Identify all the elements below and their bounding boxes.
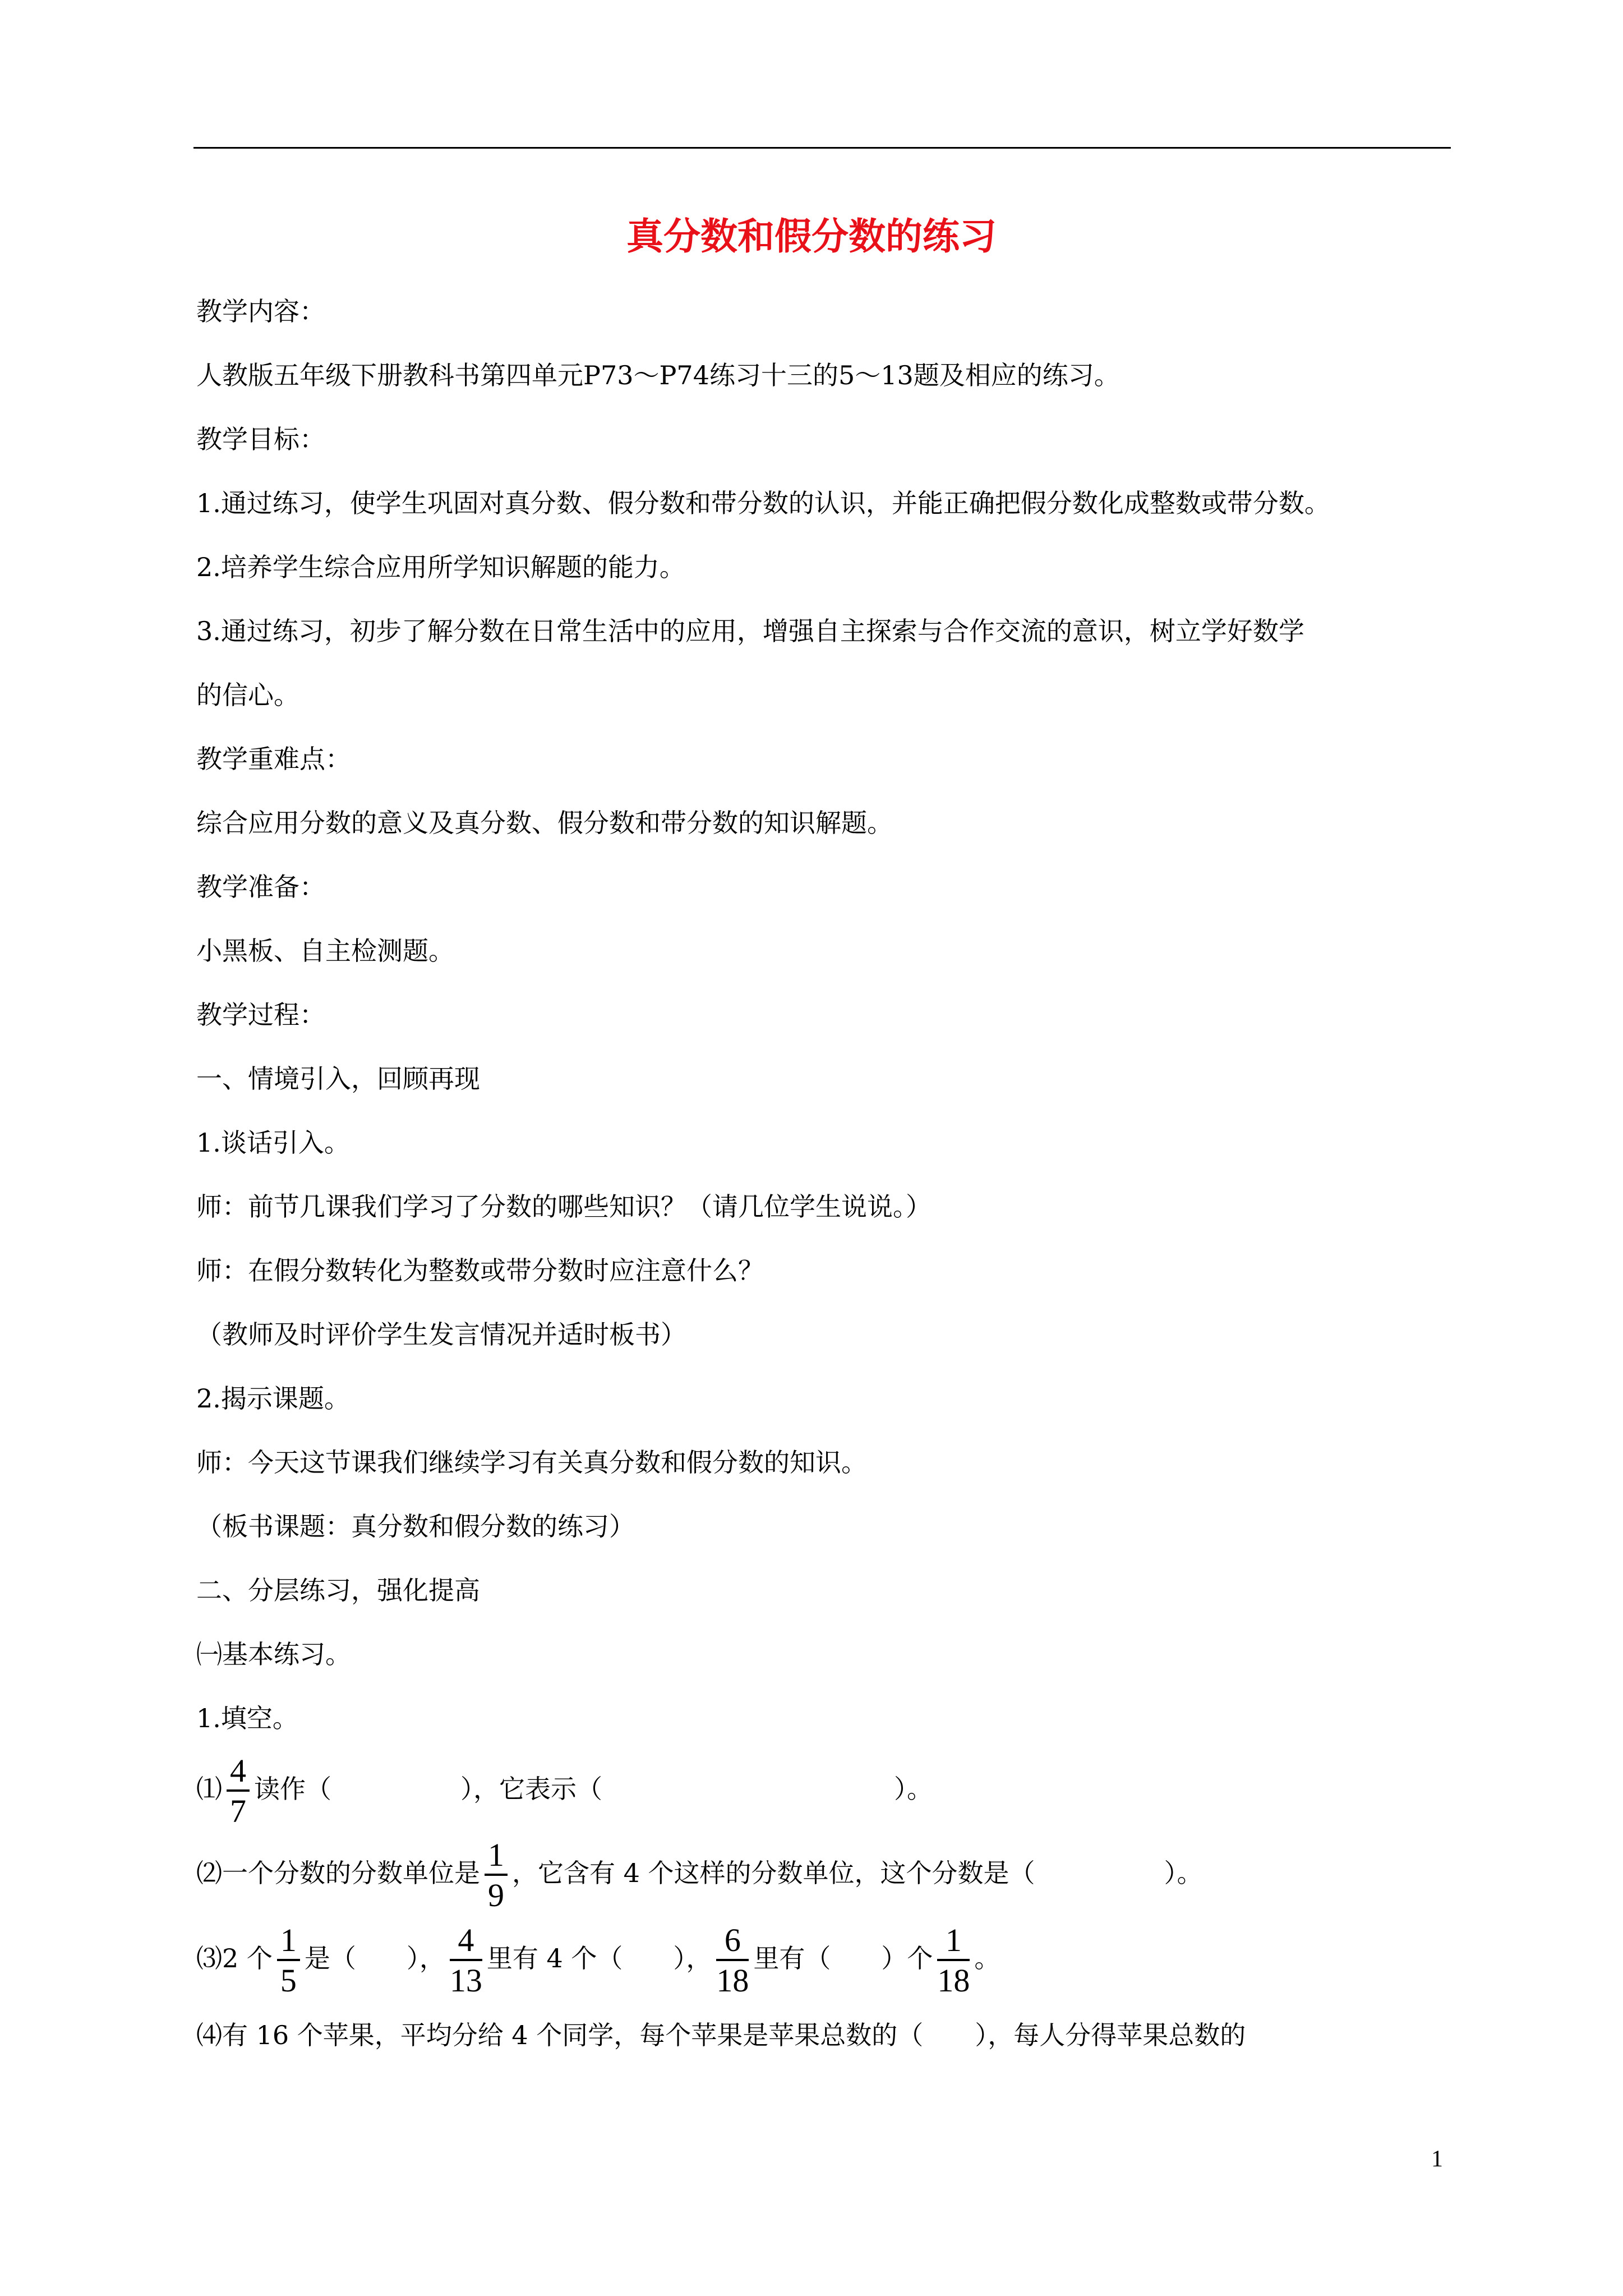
question-1 bbox=[196, 1752, 933, 1829]
fraction bbox=[937, 1924, 970, 1997]
text-line: 3.通过练习，初步了解分数在日常生活中的应用，增强自主探索与合作交流的意识，树立学好数学 bbox=[196, 616, 1304, 646]
fraction bbox=[450, 1924, 482, 1997]
text-line: 师：前节几课我们学习了分数的哪些知识？（请几位学生说说。） bbox=[196, 1191, 932, 1222]
question-text: ）。 bbox=[1164, 1858, 1203, 1888]
question-text: ）个 bbox=[881, 1943, 933, 1973]
denominator: 7 bbox=[230, 1793, 246, 1829]
question-text: ，它含有 4 个这样的分数单位，这个分数是（ bbox=[512, 1858, 1035, 1888]
fraction bbox=[716, 1924, 749, 1997]
text-line: 2.培养学生综合应用所学知识解题的能力。 bbox=[196, 552, 685, 582]
question-text: ）。 bbox=[894, 1774, 933, 1804]
text-line: 教学内容： bbox=[196, 296, 325, 326]
numerator: 1 bbox=[937, 1924, 970, 1961]
question-text: 里有（ bbox=[753, 1943, 831, 1973]
denominator: 5 bbox=[280, 1962, 297, 1999]
question-text: ），它表示（ bbox=[460, 1774, 602, 1804]
text-line: 师：今天这节课我们继续学习有关真分数和假分数的知识。 bbox=[196, 1447, 867, 1478]
text-line: 1.填空。 bbox=[196, 1703, 298, 1733]
question-4: ⑷有 16 个苹果，平均分给 4 个同学，每个苹果是苹果总数的（ ），每人分得苹果总数的 bbox=[196, 2020, 1246, 2050]
text-line: ㈠基本练习。 bbox=[196, 1639, 351, 1669]
question-text: 里有 4 个（ bbox=[486, 1943, 623, 1973]
numerator: 6 bbox=[716, 1924, 749, 1961]
text-line: 小黑板、自主检测题。 bbox=[196, 936, 454, 966]
fraction bbox=[277, 1924, 300, 1997]
denominator: 13 bbox=[449, 1962, 482, 1999]
question-3 bbox=[196, 1924, 1000, 1997]
header-rule bbox=[193, 147, 1451, 149]
text-line: 2.揭示课题。 bbox=[196, 1383, 350, 1414]
document-title: 真分数和假分数的练习 bbox=[626, 214, 997, 258]
text-line: 1.通过练习，使学生巩固对真分数、假分数和带分数的认识，并能正确把假分数化成整数或带分数。 bbox=[196, 488, 1330, 518]
text-line: 的信心。 bbox=[196, 680, 299, 710]
question-text: ⑵一个分数的分数单位是 bbox=[196, 1858, 480, 1888]
text-line: 教学过程： bbox=[196, 1000, 325, 1030]
text-line: 教学重难点： bbox=[196, 744, 351, 774]
question-text: ）， bbox=[406, 1943, 445, 1973]
numerator: 4 bbox=[227, 1755, 250, 1792]
question-text: 是（ bbox=[304, 1943, 356, 1973]
text-line: （板书课题：真分数和假分数的练习） bbox=[196, 1511, 635, 1542]
text-line: 1.谈话引入。 bbox=[196, 1128, 350, 1158]
text-line: 师：在假分数转化为整数或带分数时应注意什么？ bbox=[196, 1255, 764, 1286]
fraction bbox=[485, 1839, 508, 1912]
page-number: 1 bbox=[1431, 2146, 1443, 2172]
text-line: 二、分层练习，强化提高 bbox=[196, 1575, 480, 1605]
text-line: 教学准备： bbox=[196, 872, 325, 902]
question-text: 读作（ bbox=[254, 1774, 331, 1804]
numerator: 1 bbox=[277, 1924, 300, 1961]
denominator: 18 bbox=[716, 1962, 749, 1999]
question-number: ⑴ bbox=[196, 1774, 222, 1804]
question-text: ）， bbox=[673, 1943, 712, 1973]
text-line: 综合应用分数的意义及真分数、假分数和带分数的知识解题。 bbox=[196, 808, 893, 838]
denominator: 9 bbox=[488, 1877, 504, 1913]
question-2 bbox=[196, 1839, 1203, 1912]
numerator: 4 bbox=[450, 1924, 482, 1961]
numerator: 1 bbox=[485, 1839, 508, 1876]
question-text: 。 bbox=[974, 1943, 1000, 1973]
text-line: 人教版五年级下册教科书第四单元P73～P74练习十三的5～13题及相应的练习。 bbox=[196, 360, 1120, 390]
text-line: 一、情境引入，回顾再现 bbox=[196, 1064, 480, 1094]
fraction bbox=[227, 1752, 250, 1829]
text-line: （教师及时评价学生发言情况并适时板书） bbox=[196, 1319, 686, 1350]
text-line: 教学目标： bbox=[196, 424, 325, 454]
question-text: ⑶2 个 bbox=[196, 1943, 273, 1973]
denominator: 18 bbox=[937, 1962, 970, 1999]
